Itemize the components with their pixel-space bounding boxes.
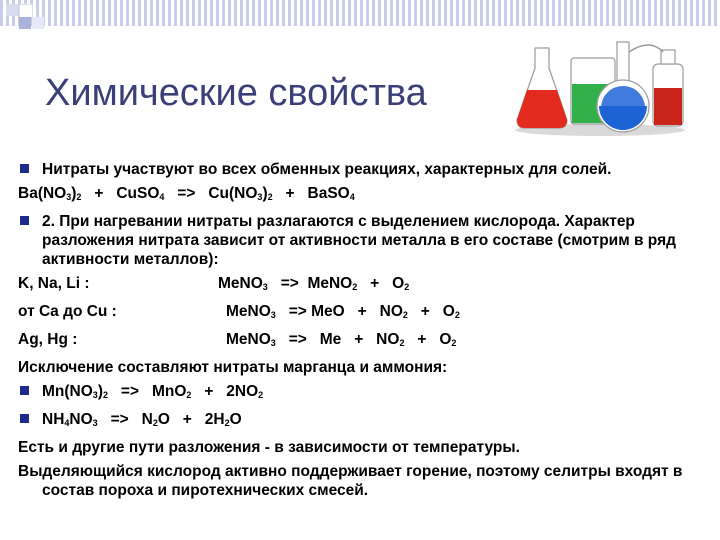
decomposition-row-ca-cu: от Ca до Cu : MeNO$_3$ => MeO + $NO_2 + O_2$ — [18, 303, 460, 320]
exception-text: Исключение составляют нитраты марганца и аммония: — [18, 359, 448, 376]
decomposition-row-ag-hg: Ag, Hg : MeNO$_3$ => $Me + NO_2 + O_2$ — [18, 331, 457, 348]
corner-decoration — [0, 0, 48, 40]
bullet-heating-decomposition: 2. При нагревании нитраты разлагаются с выделением кислорода. Характер разложения нитрата зависит от активности металла в его составе (смотрим в ряд активности металлов): — [18, 212, 708, 269]
bullet-icon — [20, 164, 29, 173]
header-stripe — [0, 0, 720, 26]
other-decomposition-text: Есть и другие пути разложения - в зависимости от температуры. — [18, 439, 520, 456]
bullet-icon — [20, 386, 29, 395]
decomposition-row-k-na-li: K, Na, Li : MeNO$_3$ => MeNO$_2$ + $O_2$ — [18, 275, 410, 292]
bullet-icon — [20, 414, 29, 423]
oxygen-combustion-text: Выделяющийся кислород активно поддерживает горение, поэтому селитры входят в состав пороха и пиротехнических смесей. — [18, 463, 683, 499]
equation-ba-cu: $Ba(NO_3)_2$ + CuSO$_4$ => $Cu(NO_3)_2$ + BaSO$_4$ — [18, 185, 355, 202]
bullet-nitrates-exchange: Нитраты участвуют во всех обменных реакциях, характерных для солей. — [18, 160, 708, 179]
bullet-ammonium-nitrate: $NH_4NO_3 => N_2O + 2H_2O$ — [18, 410, 708, 433]
laboratory-flasks-image — [505, 28, 690, 138]
bullet-manganese-nitrate: $Mn(NO_3)_2 => MnO_2 + 2NO_2$ — [18, 382, 708, 405]
bullet-icon — [20, 216, 29, 225]
slide-title: Химические свойства — [45, 72, 427, 114]
slide-body — [18, 160, 708, 500]
